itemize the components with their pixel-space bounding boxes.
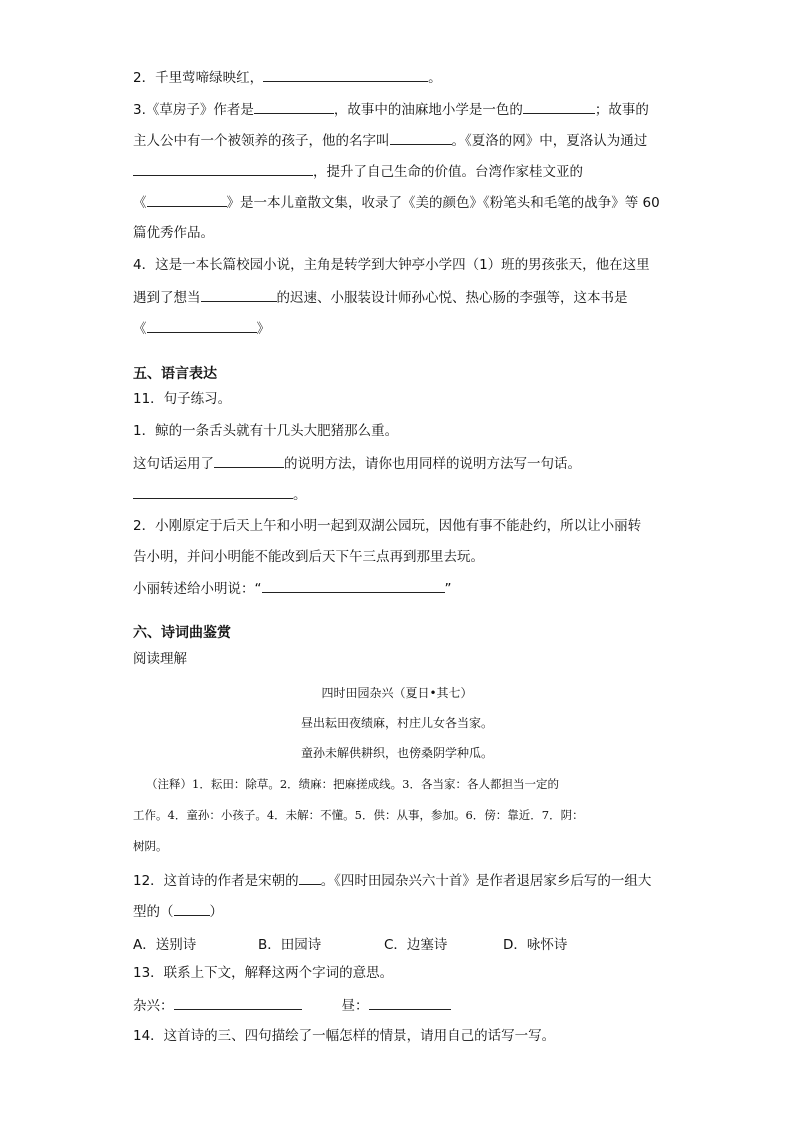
q14-prompt: 14．这首诗的三、四句描绘了一幅怎样的情景，请用自己的话写一写。 [133,1028,556,1044]
sentence-2-line-1: 2．小刚原定于后天上午和小明一起到双湖公园玩，因他有事不能赴约，所以让小丽转 [133,518,642,534]
answer-blank[interactable] [263,68,428,82]
q4-line-2: 遇到了想当 的迟速、小服装设计师孙心悦、热心肠的李强等，这本书是 [133,290,628,306]
note-line-1: （注释）1．耘田：除草。2．绩麻：把麻搓成线。3．各当家：各人都担当一定的 [146,777,559,791]
sentence-1: 1．鲸的一条舌头就有十几头大肥猪那么重。 [133,423,399,439]
q4-line-1: 4．这是一本长篇校园小说，主角是转学到大钟亭小学四（1）班的男孩张天，他在这里 [133,257,650,273]
answer-blank[interactable] [254,100,334,114]
answer-blank[interactable] [174,996,302,1010]
answer-blank[interactable] [369,996,451,1010]
answer-blank[interactable] [174,902,210,916]
q3-line-4: 《 》是一本儿童散文集，收录了《美的颜色》《粉笔头和毛笔的战争》等 60 [133,195,660,211]
answer-blank[interactable] [133,162,313,176]
option-a[interactable]: A．送别诗 [133,937,197,953]
poem-title: 四时田园杂兴（夏日•其七） [321,686,473,700]
q2-line: 2．千里莺啼绿映红， 。 [133,70,442,86]
option-b[interactable]: B．田园诗 [258,937,322,953]
section-5-heading: 五、语言表达 [133,366,217,382]
q12-line-2: 型的（ ） [133,904,223,920]
answer-blank[interactable] [147,193,227,207]
q3-line-1: 3.《草房子》作者是 ，故事中的油麻地小学是一色的 ；故事的 [133,102,649,118]
note-line-2: 工作。4．童孙：小孩子。4．未解：不懂。5．供：从事，参加。6．傍：靠近．7．阴： [133,808,584,822]
note-line-3: 树阴。 [133,839,168,853]
answer-blank[interactable] [133,485,293,499]
q11-prompt: 11．句子练习。 [133,391,232,407]
answer-blank[interactable] [201,288,277,302]
option-d[interactable]: D．咏怀诗 [503,937,568,953]
poem-line-1: 昼出耘田夜绩麻，村庄儿女各当家。 [300,716,493,730]
q3-line-5: 篇优秀作品。 [133,225,214,241]
q4-line-3: 《 》 [133,321,270,337]
sentence-2-answer: 小丽转述给小明说：“ ” [133,581,452,597]
q12-line-1: 12．这首诗的作者是宋朝的 。《四时田园杂兴六十首》是作者退居家乡后写的一组大 [133,873,652,889]
answer-blank[interactable] [523,100,595,114]
q13-prompt: 13．联系上下文，解释这两个字词的意思。 [133,965,394,981]
poem-line-2: 童孙未解供耕织，也傍桑阴学种瓜。 [300,746,493,760]
q13-answers: 杂兴： 昼： [133,996,451,1015]
answer-blank[interactable] [262,579,445,593]
sentence-2-line-2: 告小明，并问小明能不能改到后天下午三点再到那里去玩。 [133,549,484,565]
answer-blank[interactable] [299,871,321,885]
reading-label: 阅读理解 [133,651,187,667]
q3-line-2: 主人公中有一个被领养的孩子，他的名字叫 。《夏洛的网》中，夏洛认为通过 [133,133,648,149]
q3-line-3: ，提升了自己生命的价值。台湾作家桂文亚的 [133,162,583,181]
option-c[interactable]: C．边塞诗 [384,937,448,953]
answer-blank[interactable] [390,131,452,145]
sentence-1-task: 这句话运用了 的说明方法，请你也用同样的说明方法写一句话。 [133,456,581,472]
answer-blank[interactable] [214,454,284,468]
answer-blank[interactable] [147,319,257,333]
section-6-heading: 六、诗词曲鉴赏 [133,625,231,641]
sentence-1-answer: 。 [133,485,307,504]
